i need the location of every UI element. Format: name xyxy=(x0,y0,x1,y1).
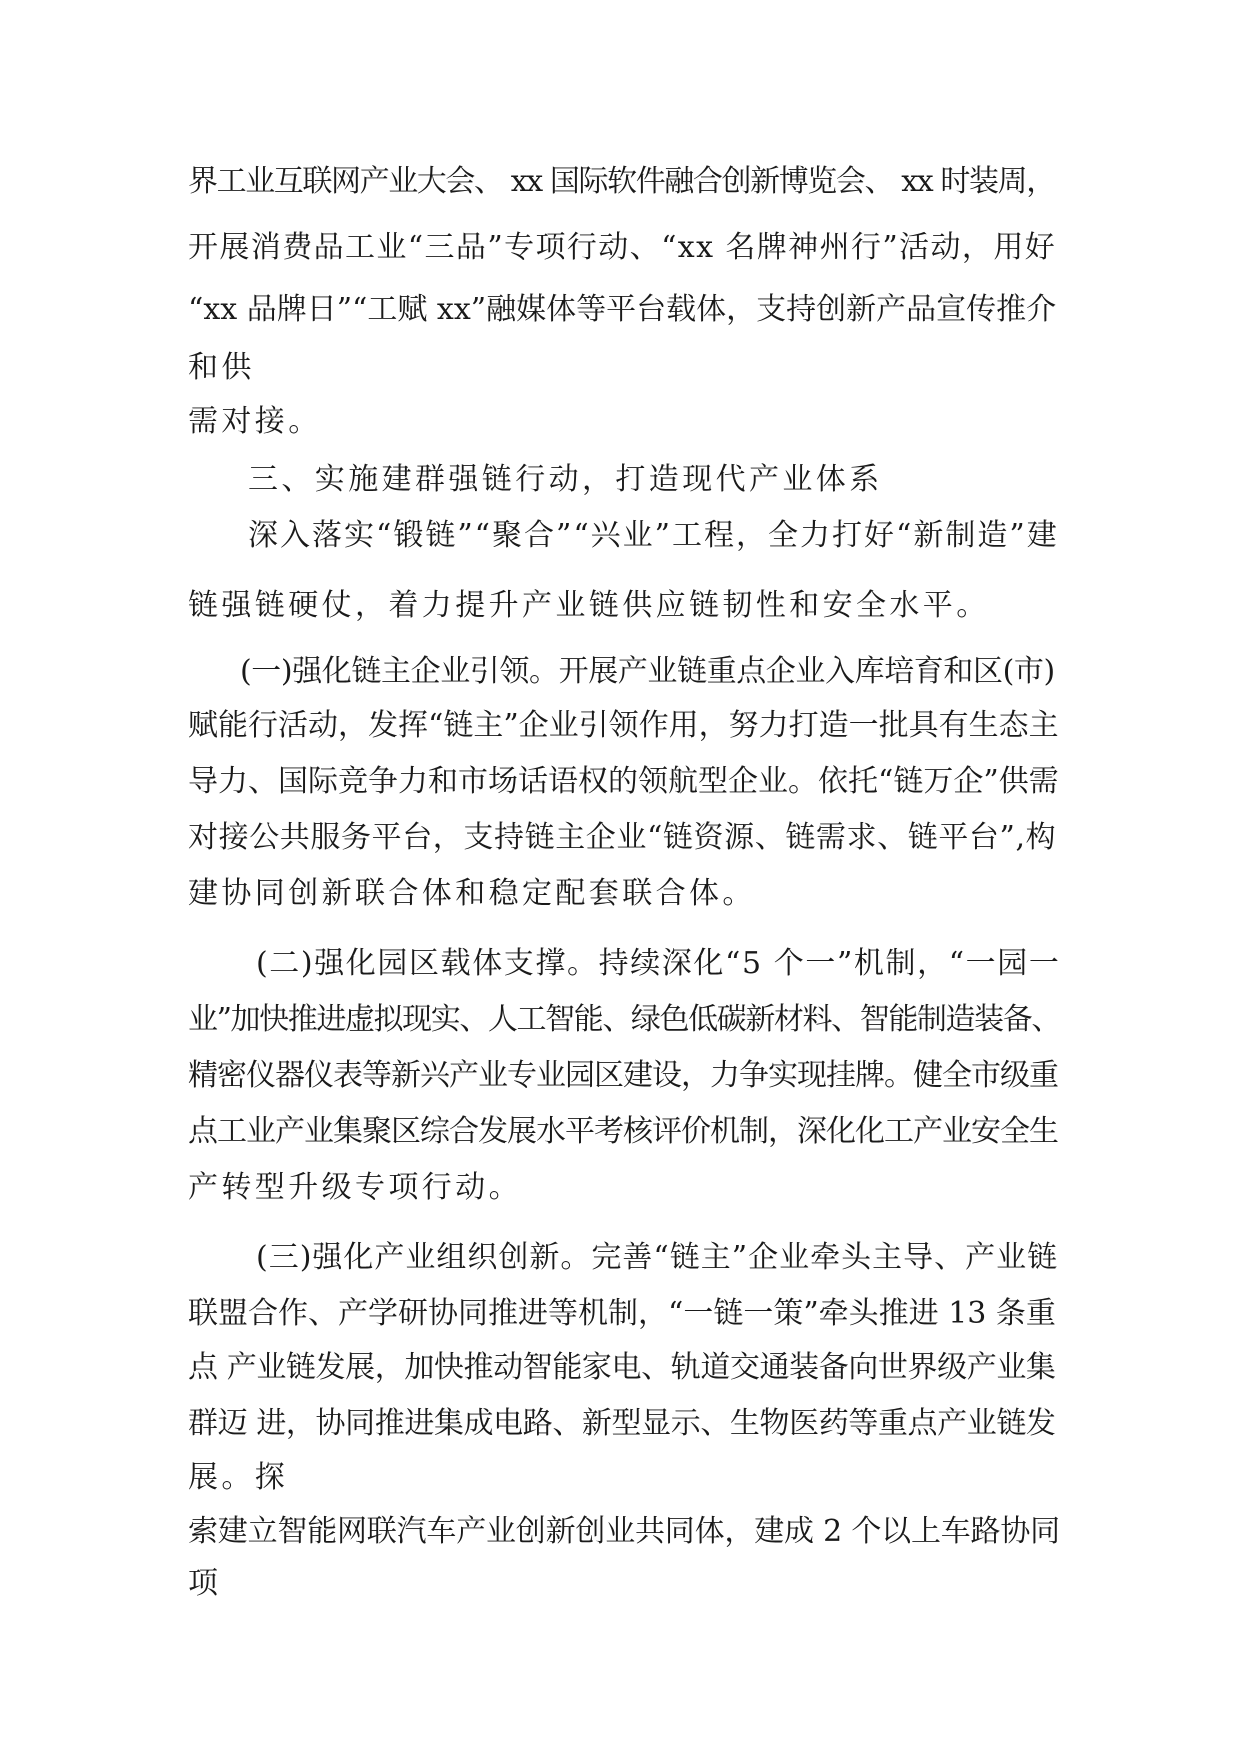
text-line-22: 群迈 进，协同推进集成电路、新型显示、生物医药等重点产业链发 xyxy=(188,1406,1056,1441)
text-line-21: 点 产业链发展，加快推动智能家电、轨道交通装备向世界级产业集 xyxy=(188,1350,1056,1385)
text-line-2: 开展消费品工业“三品”专项行动、“xx 名牌神州行”活动，用好 xyxy=(188,230,1057,265)
text-line-10: 赋能行活动，发挥“链主”企业引领作用，努力打造一批具有生态主 xyxy=(188,708,1059,743)
text-line-15: 业”加快推进虚拟现实、人工智能、绿色低碳新材料、智能制造装备、 xyxy=(188,1002,1060,1037)
text-line-17: 点工业产业集聚区综合发展水平考核评价机制，深化化工产业安全生 xyxy=(188,1114,1058,1149)
text-line-13: 建协同创新联合体和稳定配套联合体。 xyxy=(188,876,756,911)
text-line-12: 对接公共服务平台，支持链主企业“链资源、链需求、链平台”,构 xyxy=(188,820,1057,855)
text-line-4: 和供 xyxy=(188,350,255,385)
text-line-8: 链强链硬仗，着力提升产业链供应链韧性和安全水平。 xyxy=(188,588,990,623)
text-line-1: 界工业互联网产业大会、 xx 国际软件融合创新博览会、 xx 时装周， xyxy=(188,164,1055,199)
text-line-20: 联盟合作、产学研协同推进等机制，“一链一策”牵头推进 13 条重 xyxy=(188,1296,1056,1331)
text-line-14: (二)强化园区载体支撑。持续深化“5 个一”机制，“一园一 xyxy=(256,946,1061,981)
text-line-25: 项 xyxy=(188,1566,222,1601)
text-line-19: (三)强化产业组织创新。完善“链主”企业牵头主导、产业链 xyxy=(256,1240,1059,1275)
text-line-9: (一)强化链主企业引领。开展产业链重点企业入库培育和区(市) xyxy=(240,654,1055,689)
text-line-3: “xx 品牌日”“工赋 xx”融媒体等平台载体，支持创新产品宣传推介 xyxy=(188,292,1057,327)
text-line-11: 导力、国际竞争力和市场话语权的领航型企业。依托“链万企”供需 xyxy=(188,764,1059,799)
text-line-7: 深入落实“锻链”“聚合”“兴业”工程，全力打好“新制造”建 xyxy=(248,518,1059,553)
text-line-24: 索建立智能网联汽车产业创新创业共同体，建成 2 个以上车路协同 xyxy=(188,1514,1060,1549)
text-line-16: 精密仪器仪表等新兴产业专业园区建设，力争实现挂牌。健全市级重 xyxy=(188,1058,1058,1093)
text-line-5: 需对接。 xyxy=(188,404,322,439)
text-line-18: 产转型升级专项行动。 xyxy=(188,1170,522,1205)
section-heading: 三、实施建群强链行动，打造现代产业体系 xyxy=(248,462,883,497)
text-line-23: 展。探 xyxy=(188,1460,289,1495)
